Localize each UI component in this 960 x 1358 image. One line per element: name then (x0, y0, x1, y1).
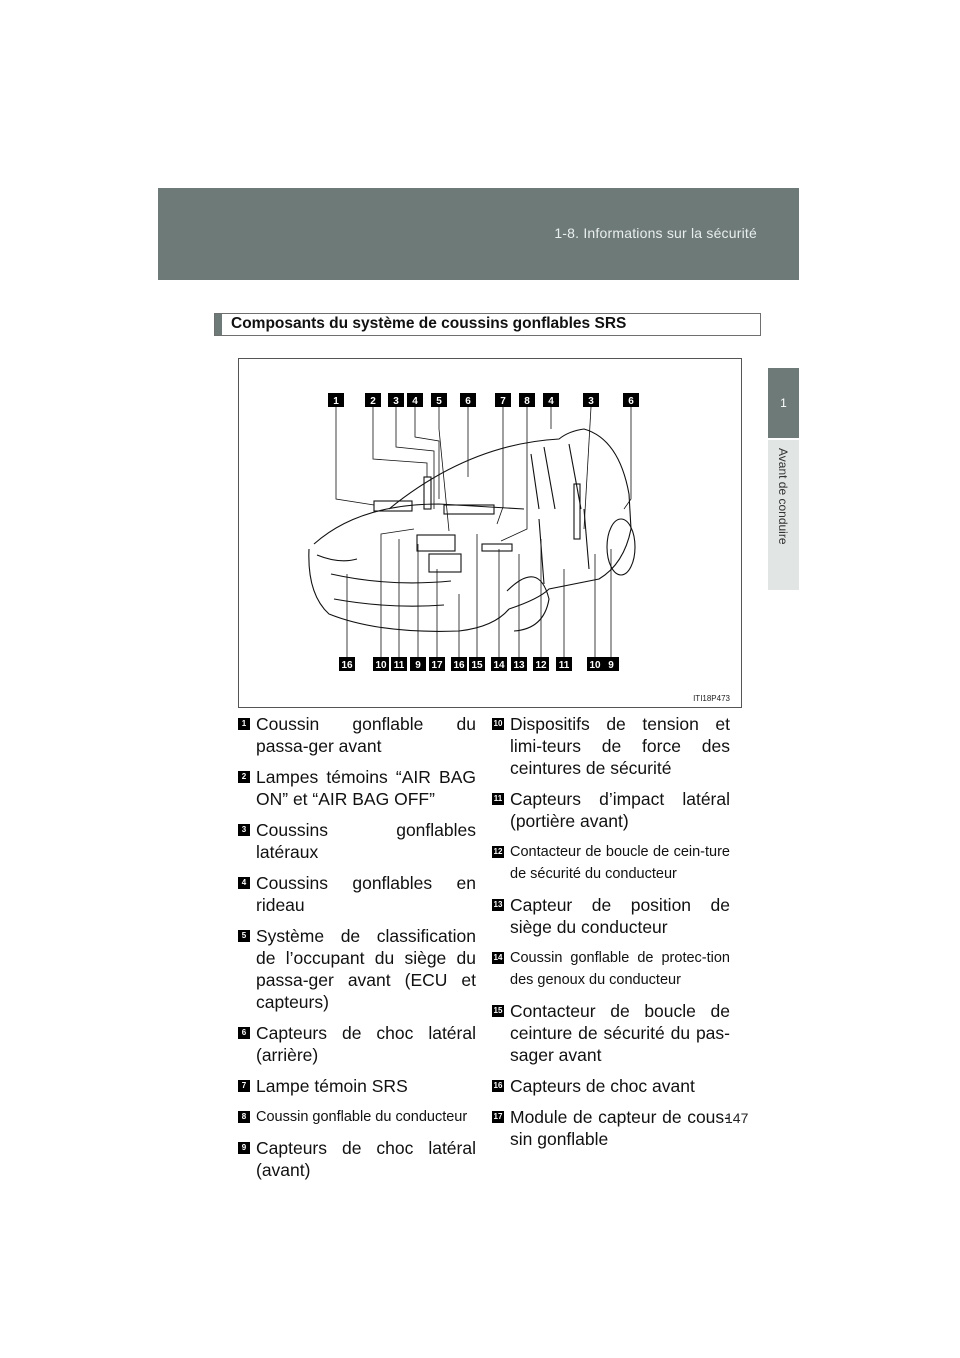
legend-item-number: 5 (238, 930, 250, 942)
legend-item-number: 12 (493, 847, 503, 856)
legend-item-number: 8 (238, 1111, 250, 1123)
page-number: 147 (725, 1110, 749, 1126)
legend-item-text: Module de capteur de cous-sin gonflable (510, 1107, 730, 1149)
car-grille (331, 574, 451, 583)
callout-bottom-number: 16 (341, 660, 353, 671)
leader-line-13 (381, 529, 414, 657)
legend-item-text: Capteurs d’impact latéral (portière avant) (510, 789, 730, 831)
legend-item-number: 3 (238, 824, 250, 836)
leader-line-4 (415, 407, 439, 499)
legend-item-text: Capteurs de choc latéral (arrière) (256, 1023, 476, 1065)
leader-line-8 (501, 407, 527, 541)
legend-item-text: Lampes témoins “AIR BAG ON” et “AIR BAG OFF” (256, 767, 476, 809)
callout-bottom-number: 13 (513, 660, 525, 671)
car-roof-outline (389, 429, 629, 509)
legend-item-text: Capteurs de choc avant (510, 1076, 695, 1096)
callout-top-number: 4 (548, 396, 554, 407)
legend-item-text: Système de classification de l’occupant du siège du passa-ger avant (ECU et capteurs) (256, 926, 476, 1012)
callout-bottom-number: 15 (471, 660, 483, 671)
leader-line-1 (336, 407, 374, 505)
legend-item-number: 11 (493, 794, 503, 803)
legend-left-column (238, 713, 476, 1190)
callout-top-number: 4 (412, 396, 418, 407)
callout-top-number: 3 (588, 396, 594, 407)
legend-item (238, 925, 476, 1013)
legend-item (238, 819, 476, 863)
callout-top-number: 8 (524, 396, 530, 407)
car-illustration (239, 359, 741, 707)
legend-item-text: Contacteur de boucle de cein-ture de sécurité du conducteur (510, 844, 730, 882)
legend-item-number: 14 (493, 953, 503, 962)
chapter-tab-label: Avant de conduire (776, 448, 790, 545)
leader-line-2 (373, 407, 427, 477)
legend-item (492, 947, 730, 991)
section-title-box (214, 313, 761, 336)
car-headlight (317, 555, 357, 561)
legend-item-text: Capteur de position de siège du conducteur (510, 895, 730, 937)
legend-item-text: Coussins gonflables latéraux (256, 820, 476, 862)
callout-bottom-number: 9 (415, 660, 421, 671)
legend-item-number: 4 (238, 877, 250, 889)
airbag-diagram (238, 358, 742, 708)
legend-item (238, 766, 476, 810)
legend-item-number: 16 (493, 1081, 503, 1090)
legend-item-text: Coussin gonflable du conducteur (256, 1109, 468, 1125)
legend-item-text: Coussin gonflable du passa-ger avant (256, 714, 476, 756)
legend-item-number: 7 (238, 1080, 250, 1092)
legend-item-text: Coussin gonflable de protec-tion des genoux du conducteur (510, 950, 730, 988)
legend-item-text: Capteurs de choc latéral (avant) (256, 1138, 476, 1180)
legend-item (492, 713, 730, 779)
callout-top-number: 6 (628, 396, 634, 407)
legend-item-number: 17 (493, 1112, 503, 1121)
callout-bottom-number: 17 (431, 660, 443, 671)
legend-item-text: Coussins gonflables en rideau (256, 873, 476, 915)
legend-item-number: 6 (238, 1027, 250, 1039)
callout-top-number: 1 (333, 396, 339, 407)
callout-bottom-number: 14 (493, 660, 505, 671)
callout-bottom-number: 11 (393, 660, 405, 671)
car-hood-outline (314, 504, 524, 544)
knee-airbag-shape (482, 544, 512, 551)
callout-top-number: 5 (436, 396, 442, 407)
car-lower-grille (334, 599, 444, 606)
callout-bottom-number: 9 (608, 660, 614, 671)
chapter-tab-number: 1 (768, 368, 799, 438)
callout-bottom-number: 12 (535, 660, 547, 671)
section-title: Composants du système de coussins gonflables SRS (231, 315, 627, 332)
legend-item-number: 13 (493, 900, 503, 909)
callout-bottom-number: 10 (375, 660, 387, 671)
legend-item (492, 894, 730, 938)
figure-top-labels (328, 393, 639, 407)
callout-top-number: 3 (393, 396, 399, 407)
figure-code: ITI18P473 (693, 694, 730, 703)
legend-item-number: 2 (238, 771, 250, 783)
leader-line-11 (624, 407, 631, 509)
legend-item (238, 1106, 476, 1128)
legend-item-text: Lampe témoin SRS (256, 1076, 408, 1096)
legend-item (492, 1106, 730, 1150)
legend-item (238, 713, 476, 757)
callout-bottom-number: 10 (589, 660, 601, 671)
legend-item (492, 841, 730, 885)
curtain-airbag-shape (574, 484, 580, 539)
legend-item-number: 10 (493, 719, 503, 728)
legend-item (238, 872, 476, 916)
header-bar (158, 188, 799, 280)
figure-bottom-labels (339, 657, 619, 671)
legend-item-number: 9 (238, 1142, 250, 1154)
legend-item (492, 1075, 730, 1097)
section-breadcrumb: 1-8. Informations sur la sécurité (554, 225, 757, 241)
legend-item-text: Contacteur de boucle de ceinture de sécurité du pas-sager avant (510, 1001, 730, 1065)
legend-item (238, 1075, 476, 1097)
car-a-pillar (531, 447, 555, 509)
legend-item-number: 1 (238, 718, 250, 730)
car-front-bumper (309, 549, 509, 631)
leader-line-10 (584, 407, 591, 529)
car-front-wheel (507, 577, 549, 631)
legend-right-column (492, 713, 730, 1159)
legend-item-text: Dispositifs de tension et limi-teurs de force des ceintures de sécurité (510, 714, 730, 778)
legend-item-number: 15 (493, 1006, 503, 1015)
car-b-pillar (569, 444, 581, 509)
callout-top-number: 7 (500, 396, 506, 407)
callout-top-number: 6 (465, 396, 471, 407)
seat-shape (417, 535, 455, 551)
legend-item (492, 1000, 730, 1066)
callout-bottom-number: 16 (453, 660, 465, 671)
callout-top-number: 2 (370, 396, 376, 407)
legend-item (492, 788, 730, 832)
sensor-module-shape (429, 554, 461, 572)
leader-line-7 (497, 407, 503, 524)
callout-bottom-number: 11 (558, 660, 570, 671)
legend-item (238, 1022, 476, 1066)
legend-item (238, 1137, 476, 1181)
